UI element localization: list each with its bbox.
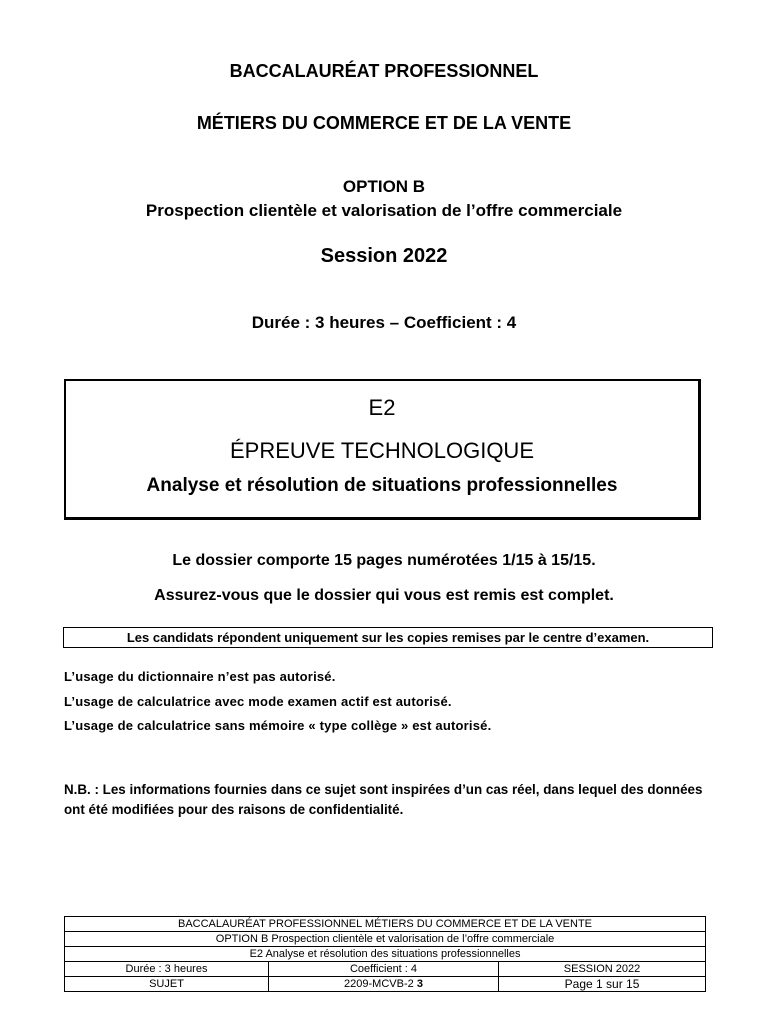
epreuve-code: E2 — [368, 395, 396, 420]
header-option-title: Prospection clientèle et valorisation de l’offre commerciale — [145, 201, 623, 220]
dossier-check: Assurez-vous que le dossier qui vous est remis est complet. — [154, 587, 614, 604]
footer-option: OPTION B Prospection clientèle et valorisation de l’offre commerciale — [65, 932, 706, 947]
header-duration-coefficient: Durée : 3 heures – Coefficient : 4 — [251, 313, 517, 332]
rule-calculator-college: L’usage de calculatrice sans mémoire « type collège » est autorisé. — [64, 718, 492, 733]
epreuve-name: ÉPREUVE TECHNOLOGIQUE — [230, 438, 534, 463]
header-session: Session 2022 — [320, 245, 448, 267]
footer-session: SESSION 2022 — [499, 962, 706, 977]
footer-sujet: SUJET — [65, 977, 269, 992]
footer-table — [64, 916, 706, 992]
rule-calculator-exam-mode: L’usage de calculatrice avec mode examen actif est autorisé. — [64, 694, 452, 709]
footer-ref-number: 3 — [416, 977, 423, 990]
nb-note: N.B. : Les informations fournies dans ce sujet sont inspirées d’un cas réel, dans lequel des données ont été modifiées pour des raisons de confidentialité. — [64, 782, 703, 817]
footer-row — [65, 917, 706, 932]
footer-ref-code: 2209-MCVB-2 — [344, 977, 414, 990]
header-diploma: BACCALAURÉAT PROFESSIONNEL — [229, 61, 539, 81]
footer-row — [65, 932, 706, 947]
header-specialty: MÉTIERS DU COMMERCE ET DE LA VENTE — [196, 113, 572, 133]
footer-coefficient: Coefficient : 4 — [269, 962, 499, 977]
footer-row — [65, 962, 706, 977]
footer-row — [65, 977, 706, 992]
footer-ref — [269, 977, 499, 992]
candidats-notice: Les candidats répondent uniquement sur les copies remises par le centre d’examen. — [63, 627, 713, 648]
rule-dictionary: L’usage du dictionnaire n’est pas autorisé. — [64, 669, 336, 684]
epreuve-box — [64, 379, 701, 520]
epreuve-subtitle: Analyse et résolution de situations professionnelles — [146, 475, 618, 496]
footer-epreuve: E2 Analyse et résolution des situations professionnelles — [65, 947, 706, 962]
footer-duration: Durée : 3 heures — [65, 962, 269, 977]
footer-page-number: Page 1 sur 15 — [499, 977, 706, 992]
dossier-pages: Le dossier comporte 15 pages numérotées 1/15 à 15/15. — [172, 552, 596, 569]
footer-diploma: BACCALAURÉAT PROFESSIONNEL MÉTIERS DU COMMERCE ET DE LA VENTE — [65, 917, 706, 932]
header-option: OPTION B — [342, 177, 426, 196]
footer-row — [65, 947, 706, 962]
